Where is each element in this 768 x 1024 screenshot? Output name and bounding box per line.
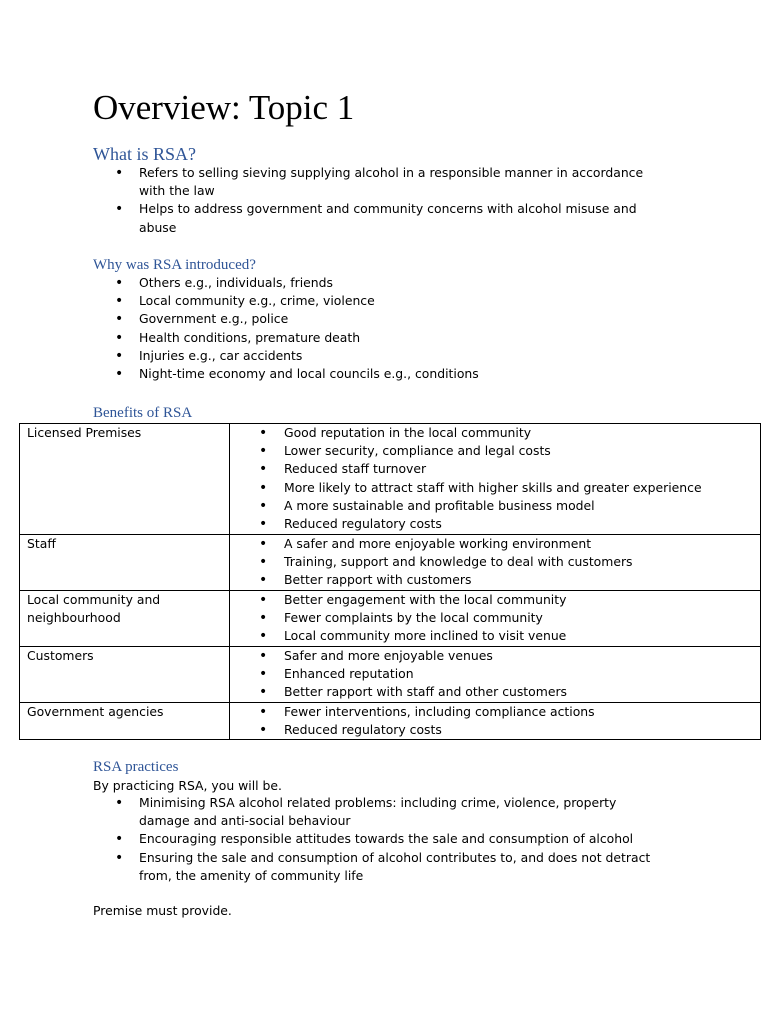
- list-item-line: abuse: [139, 219, 177, 235]
- row-label-cell: [20, 535, 230, 591]
- practices-intro: By practicing RSA, you will be.: [93, 778, 282, 793]
- table-row: [20, 702, 761, 739]
- page-title: Overview: Topic 1: [93, 88, 355, 127]
- row-label: Customers: [27, 647, 94, 663]
- list-item: • Night-time economy and local councils e.g., conditions: [115, 365, 479, 383]
- row-label: Government agencies: [27, 703, 164, 719]
- list-item-line: Refers to selling sieving supplying alcohol in a responsible manner in accordance: [139, 165, 644, 180]
- list-item: • Fewer complaints by the local community: [259, 609, 760, 627]
- list-item: • A more sustainable and profitable business model: [259, 497, 760, 515]
- practices-heading: RSA practices: [93, 759, 179, 775]
- row-label-cell: [20, 590, 230, 646]
- what-is-rsa-list: [115, 164, 643, 237]
- row-label: Staff: [27, 536, 56, 551]
- row-items-cell: [230, 702, 761, 739]
- practices-list: [115, 794, 650, 885]
- list-item: • Reduced staff turnover: [259, 460, 760, 478]
- benefits-table: [19, 423, 761, 740]
- table-row: [20, 646, 761, 702]
- row-items-cell: [230, 424, 761, 535]
- list-item: • Reduced regulatory costs: [259, 515, 760, 533]
- list-item: • Fewer interventions, including compliance actions: [259, 703, 760, 721]
- list-item: • Local community more inclined to visit venue: [259, 627, 760, 645]
- list-item: • Training, support and knowledge to deal with customers: [259, 553, 760, 571]
- list-item: • More likely to attract staff with higher skills and greater experience: [259, 479, 760, 497]
- row-label: Licensed Premises: [27, 425, 142, 440]
- list-item: • Better rapport with customers: [259, 571, 760, 589]
- list-item: • Safer and more enjoyable venues: [259, 647, 760, 665]
- row-label: Local community and: [27, 591, 161, 607]
- list-item: • A safer and more enjoyable working environment: [259, 535, 760, 553]
- list-item: • Others e.g., individuals, friends: [115, 274, 479, 292]
- list-item: • Reduced regulatory costs: [259, 721, 760, 739]
- what-is-rsa-heading: What is RSA?: [93, 144, 196, 164]
- list-item: • Government e.g., police: [115, 310, 479, 328]
- list-item-line: damage and anti-social behaviour: [139, 813, 351, 829]
- premise-note: Premise must provide.: [93, 903, 232, 918]
- row-label-cell: [20, 424, 230, 535]
- row-label: neighbourhood: [27, 609, 121, 625]
- list-item-line: Helps to address government and community concerns with alcohol misuse and: [139, 201, 637, 217]
- list-item: [115, 849, 650, 885]
- list-item: • Injuries e.g., car accidents: [115, 347, 479, 365]
- table-row: [20, 424, 761, 535]
- list-item: [115, 164, 643, 200]
- list-item-line: with the law: [139, 183, 215, 199]
- list-item: • Good reputation in the local community: [259, 424, 760, 442]
- list-item: • Enhanced reputation: [259, 665, 760, 683]
- benefits-heading: Benefits of RSA: [93, 405, 193, 421]
- row-label-cell: [20, 702, 230, 739]
- list-item: [115, 794, 650, 830]
- table-row: [20, 535, 761, 591]
- list-item-line: Encouraging responsible attitudes towards the sale and consumption of alcohol: [139, 831, 634, 847]
- list-item-line: Ensuring the sale and consumption of alcohol contributes to, and does not detract: [139, 849, 651, 865]
- list-item: [115, 200, 643, 236]
- list-item: • Local community e.g., crime, violence: [115, 292, 479, 310]
- row-label-cell: [20, 646, 230, 702]
- why-rsa-list: [115, 274, 479, 383]
- row-items-cell: [230, 535, 761, 591]
- list-item: • Better rapport with staff and other customers: [259, 683, 760, 701]
- list-item-line: from, the amenity of community life: [139, 867, 364, 883]
- list-item-line: Minimising RSA alcohol related problems: including crime, violence, property: [139, 795, 617, 810]
- row-items-cell: [230, 646, 761, 702]
- row-items-cell: [230, 590, 761, 646]
- list-item: • Lower security, compliance and legal costs: [259, 442, 760, 460]
- list-item: [115, 830, 650, 848]
- table-row: [20, 590, 761, 646]
- list-item: • Health conditions, premature death: [115, 329, 479, 347]
- list-item: • Better engagement with the local community: [259, 591, 760, 609]
- why-rsa-heading: Why was RSA introduced?: [93, 257, 256, 273]
